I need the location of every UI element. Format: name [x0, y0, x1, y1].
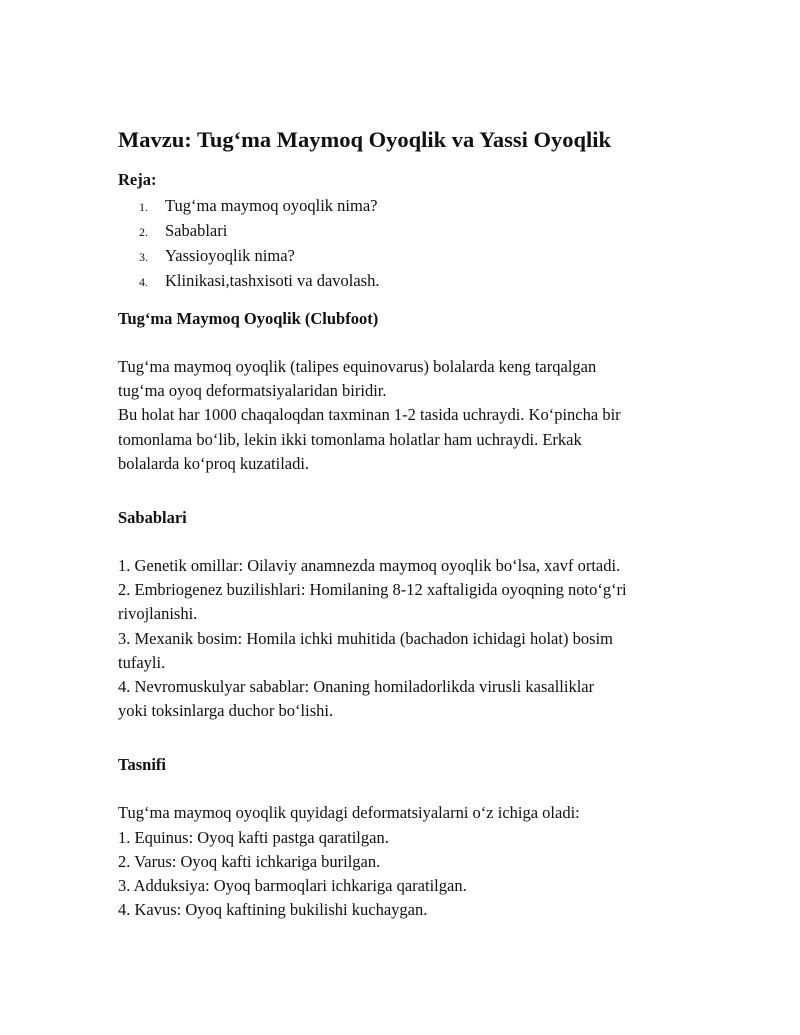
- text-line: 3. Adduksiya: Oyoq barmoqlari ichkariga qaratilgan.: [118, 876, 467, 896]
- text-line: 3. Mexanik bosim: Homila ichki muhitida (bachadon ichidagi holat) bosim: [118, 628, 613, 648]
- text-line: Tug‘ma maymoq oyoqlik quyidagi deformatsiyalarni o‘z ichiga oladi:: [118, 803, 580, 823]
- plan-item-number: 2.: [139, 225, 148, 239]
- plan-item: [118, 219, 718, 244]
- plan-list: [118, 194, 718, 294]
- text-line: yoki toksinlarga duchor bo‘lishi.: [118, 701, 334, 721]
- classification-paragraph: [118, 801, 718, 922]
- plan-item: [118, 269, 718, 294]
- text-line: 1. Equinus: Oyoq kafti pastga qaratilgan.: [118, 827, 389, 847]
- document-title: Mavzu: Tug‘ma Maymoq Oyoqlik va Yassi Oyoqlik: [118, 127, 612, 152]
- plan-item: [118, 244, 718, 269]
- clubfoot-paragraph: [118, 355, 718, 476]
- plan-item-text: Klinikasi,tashxisoti va davolash.: [165, 271, 380, 290]
- text-line: tug‘ma oyoq deformatsiyalaridan biridir.: [118, 381, 387, 401]
- plan-item-number: 3.: [139, 250, 148, 264]
- text-line: Bu holat har 1000 chaqaloqdan taxminan 1-2 tasida uchraydi. Ko‘pincha bir: [118, 405, 621, 425]
- causes-heading: Sabablari: [118, 508, 187, 528]
- clubfoot-heading: Tug‘ma Maymoq Oyoqlik (Clubfoot): [118, 309, 379, 328]
- text-line: bolalarda ko‘proq kuzatiladi.: [118, 453, 310, 473]
- text-line: 4. Kavus: Oyoq kaftining bukilishi kuchaygan.: [118, 900, 428, 920]
- text-line: 4. Nevromuskulyar sabablar: Onaning homiladorlikda virusli kasalliklar: [118, 677, 595, 697]
- text-line: 2. Varus: Oyoq kafti ichkariga burilgan.: [118, 851, 381, 871]
- document-page: [118, 122, 718, 922]
- plan-item-text: Tug‘ma maymoq oyoqlik nima?: [165, 196, 378, 215]
- text-line: 1. Genetik omillar: Oilaviy anamnezda maymoq oyoqlik bo‘lsa, xavf ortadi.: [118, 556, 621, 576]
- text-line: rivojlanishi.: [118, 604, 198, 624]
- plan-item-number: 4.: [139, 275, 148, 289]
- plan-label: Reja:: [118, 170, 157, 189]
- causes-paragraph: [118, 554, 718, 723]
- plan-item-text: Sabablari: [165, 221, 228, 240]
- plan-item-number: 1.: [139, 200, 148, 214]
- plan-item: [118, 194, 718, 219]
- text-line: 2. Embriogenez buzilishlari: Homilaning 8-12 xaftaligida oyoqning noto‘g‘ri: [118, 580, 627, 600]
- classification-heading: Tasnifi: [118, 755, 167, 775]
- plan-item-text: Yassioyoqlik nima?: [165, 246, 295, 265]
- text-line: Tug‘ma maymoq oyoqlik (talipes equinovarus) bolalarda keng tarqalgan: [118, 357, 597, 376]
- text-line: tufayli.: [118, 652, 166, 672]
- text-line: tomonlama bo‘lib, lekin ikki tomonlama holatlar ham uchraydi. Erkak: [118, 429, 582, 449]
